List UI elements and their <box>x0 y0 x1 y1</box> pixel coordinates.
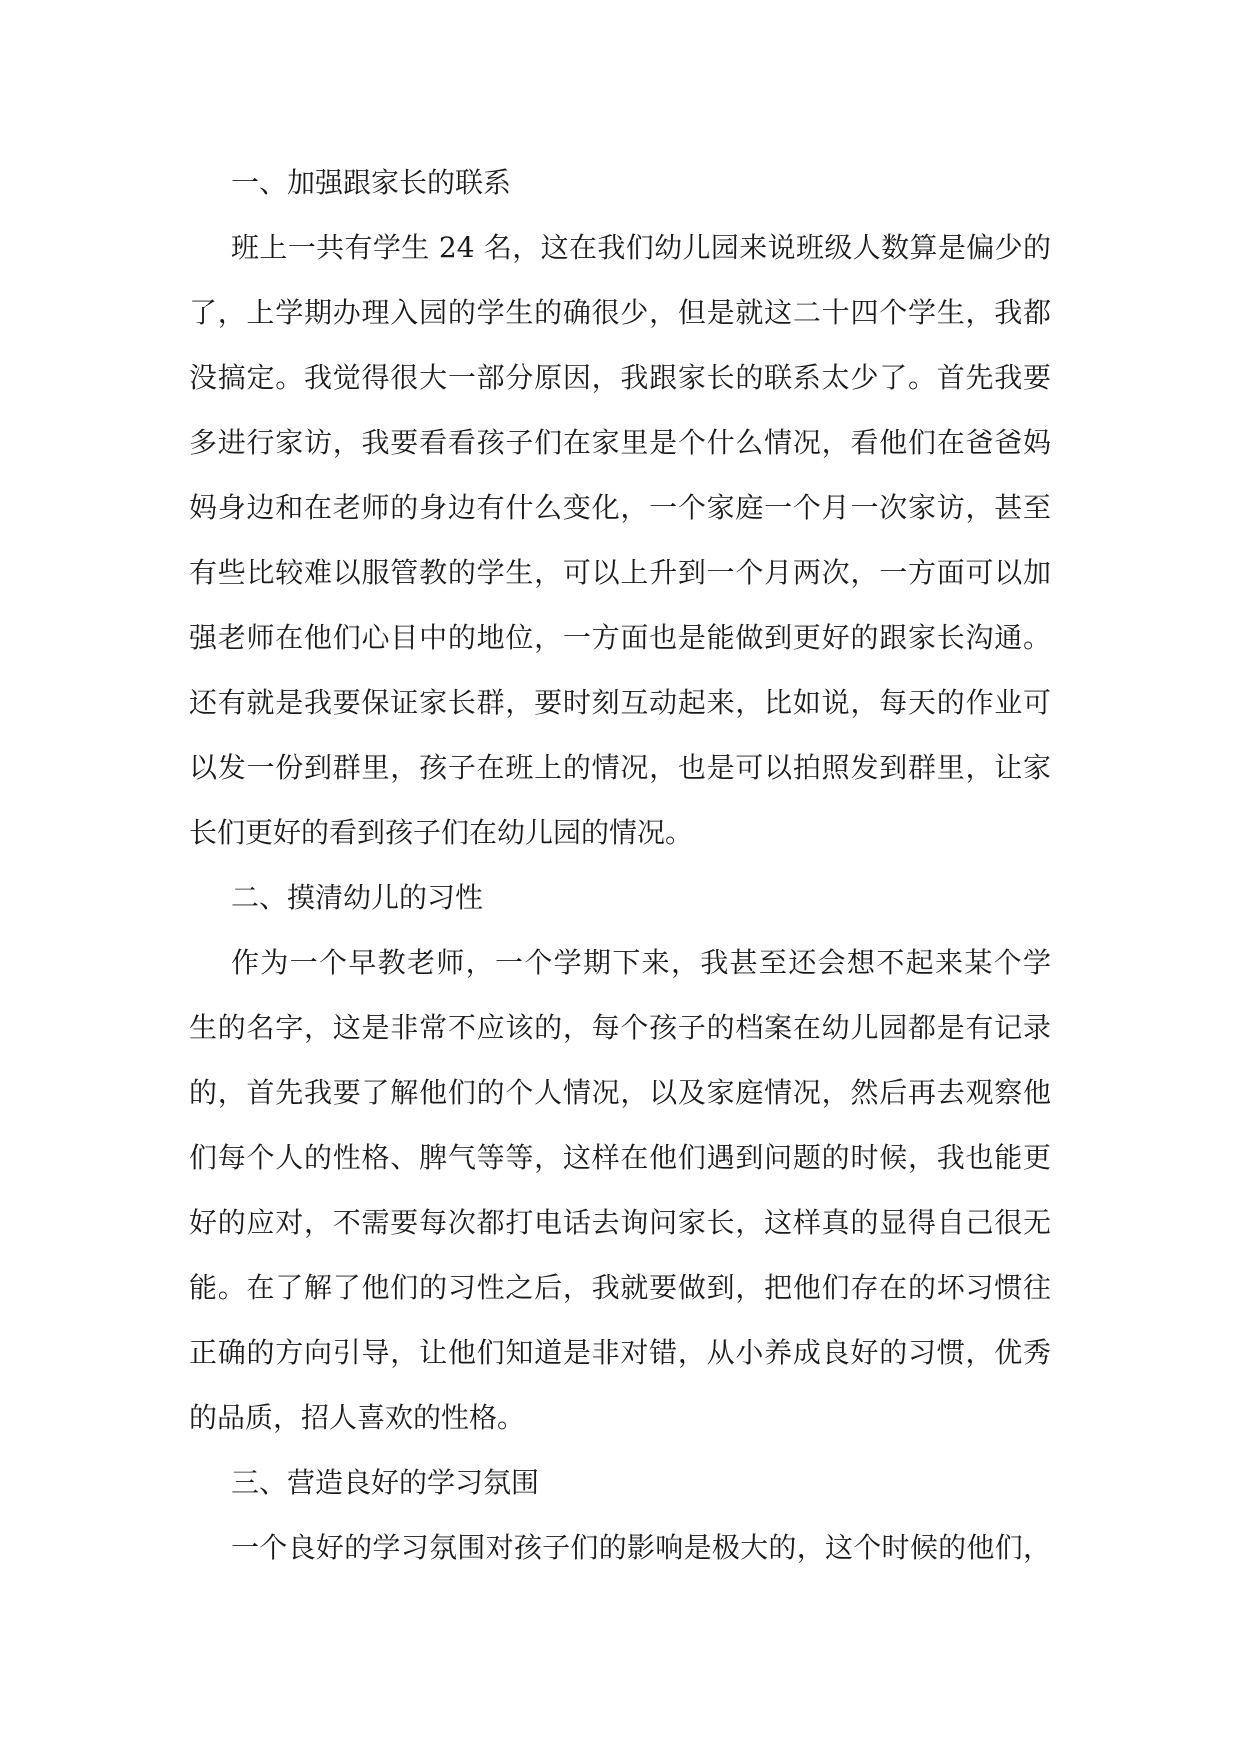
section-heading-2: 二、摸清幼儿的习性 <box>231 881 484 914</box>
paragraph-line: 们每个人的性格、脾气等等，这样在他们遇到问题的时候，我也能更 <box>189 1141 1051 1174</box>
paragraph-line: 一个良好的学习氛围对孩子们的影响是极大的，这个时候的他们， <box>231 1531 1051 1564</box>
paragraph-line: 强老师在他们心目中的地位，一方面也是能做到更好的跟家长沟通。 <box>189 621 1051 654</box>
paragraph-line: 班上一共有学生 24 名，这在我们幼儿园来说班级人数算是偏少的 <box>231 231 1051 264</box>
paragraph-line: 生的名字，这是非常不应该的，每个孩子的档案在幼儿园都是有记录 <box>189 1011 1051 1044</box>
paragraph-line: 多进行家访，我要看看孩子们在家里是个什么情况，看他们在爸爸妈 <box>189 426 1051 459</box>
paragraph-line: 妈身边和在老师的身边有什么变化，一个家庭一个月一次家访，甚至 <box>189 491 1051 524</box>
paragraph-line: 长们更好的看到孩子们在幼儿园的情况。 <box>189 816 694 849</box>
paragraph-line: 的，首先我要了解他们的个人情况，以及家庭情况，然后再去观察他 <box>189 1076 1051 1109</box>
paragraph-line: 了，上学期办理入园的学生的确很少，但是就这二十四个学生，我都 <box>189 296 1051 329</box>
paragraph-line: 没搞定。我觉得很大一部分原因，我跟家长的联系太少了。首先我要 <box>189 361 1051 394</box>
paragraph-line: 作为一个早教老师，一个学期下来，我甚至还会想不起来某个学 <box>231 946 1051 979</box>
paragraph-line: 的品质，招人喜欢的性格。 <box>189 1401 526 1434</box>
paragraph-line: 还有就是我要保证家长群，要时刻互动起来，比如说，每天的作业可 <box>189 686 1051 719</box>
paragraph-line: 正确的方向引导，让他们知道是非对错，从小养成良好的习惯，优秀 <box>189 1336 1051 1369</box>
paragraph-line: 有些比较难以服管教的学生，可以上升到一个月两次，一方面可以加 <box>189 556 1051 589</box>
paragraph-line: 以发一份到群里，孩子在班上的情况，也是可以拍照发到群里，让家 <box>189 751 1051 784</box>
paragraph-line: 能。在了解了他们的习性之后，我就要做到，把他们存在的坏习惯往 <box>189 1271 1051 1304</box>
section-heading-1: 一、加强跟家长的联系 <box>231 166 512 199</box>
document-body <box>189 150 1051 1580</box>
paragraph-line: 好的应对，不需要每次都打电话去询问家长，这样真的显得自己很无 <box>189 1206 1051 1239</box>
section-heading-3: 三、营造良好的学习氛围 <box>231 1466 540 1499</box>
